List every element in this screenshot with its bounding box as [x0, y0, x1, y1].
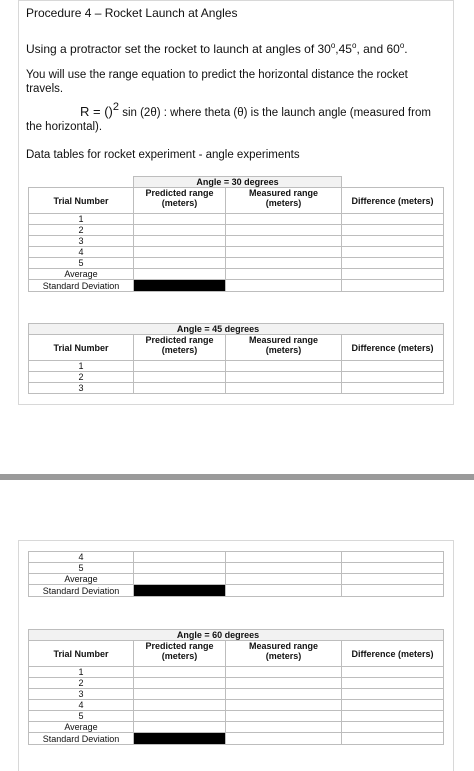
- angle-30-title: Angle = 30 degrees: [134, 177, 342, 188]
- table-row: 1: [29, 667, 444, 678]
- table-row: 1: [29, 214, 444, 225]
- procedure-title: Procedure 4 – Rocket Launch at Angles: [26, 6, 238, 20]
- difference-header: Difference (meters): [342, 188, 444, 214]
- table-row: 4: [29, 552, 444, 563]
- table-row: 2: [29, 372, 444, 383]
- angle-60-table: Angle = 60 degrees Trial Number Predicted range (meters) Measured range (meters) Difference (meters) 1 2 3 4 5 Average Standard Deviation: [28, 629, 444, 745]
- table-row: 3: [29, 689, 444, 700]
- table-row: 2: [29, 225, 444, 236]
- average-row: Average: [29, 722, 444, 733]
- average-row: Average: [29, 574, 444, 585]
- measured-range-header: Measured range (meters): [226, 188, 342, 214]
- range-equation: R = ()$^2$ sin (2θ) : where theta (θ) is the launch angle (measured from: [80, 101, 431, 119]
- table-row: 5: [29, 563, 444, 574]
- range-equation-line2: the horizontal).: [26, 121, 103, 133]
- table-row: 5: [29, 711, 444, 722]
- angle-60-title: Angle = 60 degrees: [29, 630, 444, 641]
- angle-45-title: Angle = 45 degrees: [29, 324, 444, 335]
- intro-text: Using a protractor set the rocket to launch at angles of 30$^o$,45$^o$, and 60$^o$.: [26, 41, 408, 56]
- std-row: Standard Deviation: [29, 280, 444, 292]
- std-row: Standard Deviation: [29, 733, 444, 745]
- blacked-out-cell: [134, 280, 226, 292]
- trial-number-header: Trial Number: [29, 188, 134, 214]
- table-row: 1: [29, 361, 444, 372]
- table-row: 3: [29, 383, 444, 394]
- range-intro-line1: You will use the range equation to predict the horizontal distance the rocket: [26, 69, 408, 81]
- predicted-range-header: Predicted range (meters): [134, 188, 226, 214]
- table-row: 4: [29, 700, 444, 711]
- table-row: 5: [29, 258, 444, 269]
- average-row: Average: [29, 269, 444, 280]
- angle-45-table-continued: [28, 551, 444, 597]
- page-break: [0, 474, 474, 480]
- range-intro-line2: travels.: [26, 83, 64, 95]
- angle-45-table: Angle = 45 degrees Trial Number Predicted range (meters) Measured range (meters) Difference (meters) 1 2 3: [28, 323, 444, 394]
- angle-30-table: [28, 176, 444, 292]
- blacked-out-cell: [134, 733, 226, 745]
- tables-caption: Data tables for rocket experiment - angle experiments: [26, 149, 300, 161]
- table-row: 2: [29, 678, 444, 689]
- std-row: Standard Deviation: [29, 585, 444, 597]
- table-row: 4: [29, 247, 444, 258]
- table-row: 3: [29, 236, 444, 247]
- blacked-out-cell: [134, 585, 226, 597]
